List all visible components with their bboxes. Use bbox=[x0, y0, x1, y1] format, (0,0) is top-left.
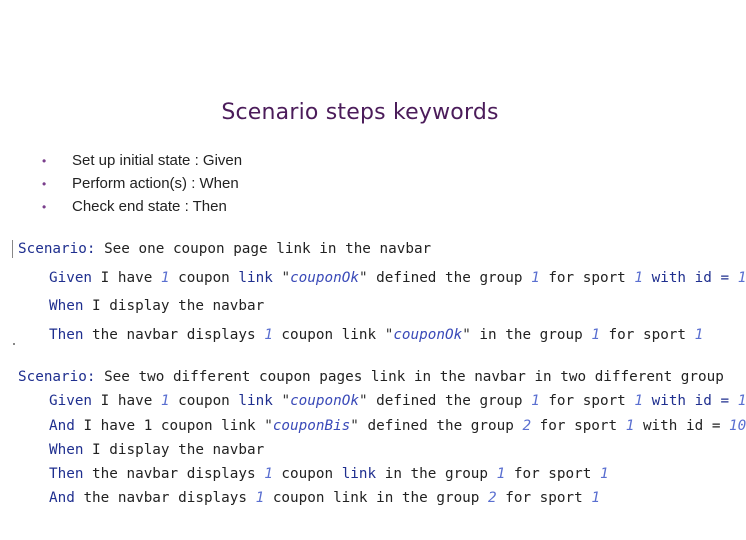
step-text: the navbar displays bbox=[92, 466, 256, 483]
step-number: 1 bbox=[694, 326, 704, 343]
bullet-text: Check end state : Then bbox=[72, 198, 227, 215]
bullet-text: Set up initial state : Given bbox=[72, 152, 243, 169]
given-step bbox=[18, 264, 746, 293]
step-text: for sport bbox=[608, 326, 687, 343]
step-keyword: When bbox=[49, 298, 84, 314]
step-text: for sport bbox=[539, 417, 618, 434]
step-number: 2 bbox=[522, 417, 532, 434]
bullet-text: Perform action(s) : When bbox=[72, 175, 239, 192]
step-number: 1 bbox=[634, 393, 643, 410]
step-number: 1 bbox=[737, 393, 746, 410]
step-text: coupon bbox=[178, 393, 230, 410]
step-keyword: link bbox=[238, 393, 273, 410]
step-keyword: Then bbox=[49, 466, 84, 483]
scenario-line bbox=[18, 235, 746, 264]
step-text: defined the group bbox=[376, 269, 523, 286]
step-text: I display the navbar bbox=[92, 298, 265, 314]
step-text: for sport bbox=[548, 269, 626, 286]
scenario-line bbox=[18, 365, 746, 389]
step-number: 2 bbox=[488, 490, 497, 507]
step-keyword: When bbox=[49, 441, 84, 458]
scenario-keyword: Scenario: bbox=[18, 241, 96, 257]
step-keyword: Then bbox=[49, 326, 84, 343]
step-text: I display the navbar bbox=[92, 441, 265, 458]
step-text: I have bbox=[100, 393, 153, 410]
step-number: 1 bbox=[625, 417, 635, 434]
scenario-2-block bbox=[18, 365, 746, 511]
step-text: with id = bbox=[642, 417, 721, 434]
step-string: "couponOk" bbox=[281, 269, 368, 286]
step-text: the navbar displays bbox=[92, 326, 256, 343]
step-text: for sport bbox=[513, 466, 592, 483]
stray-mark bbox=[13, 343, 15, 345]
and-step bbox=[18, 486, 746, 510]
step-text: coupon link in the group bbox=[272, 490, 480, 507]
step-keyword: And bbox=[49, 417, 75, 434]
step-number: 1 bbox=[160, 393, 170, 410]
step-text: defined the group bbox=[367, 417, 514, 434]
step-text: coupon link bbox=[281, 326, 377, 343]
step-text: in the group bbox=[479, 326, 583, 343]
scenario-title: See two different coupon pages link in the navbar in two different group bbox=[104, 369, 724, 385]
given-step bbox=[18, 389, 746, 413]
step-number: 1 bbox=[531, 269, 540, 286]
step-keyword: with id = bbox=[651, 393, 730, 410]
step-string: "couponOk" bbox=[281, 393, 368, 410]
step-text: defined the group bbox=[376, 393, 523, 410]
when-step bbox=[18, 292, 746, 321]
step-keyword: with id = bbox=[651, 269, 730, 286]
step-text: for sport bbox=[548, 393, 626, 410]
step-text: I have 1 coupon link bbox=[83, 417, 256, 434]
step-text: in the group bbox=[384, 466, 489, 483]
step-keyword: link bbox=[341, 466, 377, 483]
scenario-keyword: Scenario: bbox=[18, 369, 96, 385]
and-step bbox=[18, 414, 746, 438]
step-number: 1 bbox=[264, 326, 273, 343]
when-step bbox=[18, 438, 746, 462]
step-keyword: Given bbox=[49, 393, 93, 410]
step-number: 1 bbox=[160, 269, 170, 286]
bullet-item bbox=[42, 195, 242, 218]
keyword-bullet-list bbox=[42, 149, 242, 218]
step-number: 1 bbox=[264, 466, 273, 483]
slide-title: Scenario steps keywords bbox=[221, 100, 499, 125]
step-text: coupon bbox=[178, 269, 230, 286]
step-text: for sport bbox=[505, 490, 583, 507]
step-number: 1 bbox=[255, 490, 265, 507]
bullet-item bbox=[42, 149, 242, 172]
bullet-dot-icon: • bbox=[42, 200, 47, 214]
step-text: I have bbox=[100, 269, 153, 286]
scenario-title: See one coupon page link in the navbar bbox=[104, 241, 432, 257]
step-number: 1 bbox=[591, 490, 600, 507]
step-number: 1 bbox=[634, 269, 643, 286]
step-number: 10 bbox=[729, 417, 746, 434]
bullet-dot-icon: • bbox=[42, 177, 47, 191]
scenario-1-block bbox=[18, 235, 746, 349]
text-cursor-mark bbox=[12, 240, 13, 258]
step-number: 1 bbox=[591, 326, 600, 343]
step-number: 1 bbox=[737, 269, 746, 286]
bullet-dot-icon: • bbox=[42, 154, 47, 168]
then-step bbox=[18, 321, 746, 350]
step-keyword: And bbox=[49, 490, 75, 507]
step-keyword: Given bbox=[49, 269, 93, 286]
step-string: "couponBis" bbox=[264, 417, 359, 434]
then-step bbox=[18, 462, 746, 486]
step-number: 1 bbox=[531, 393, 540, 410]
step-keyword: link bbox=[238, 269, 273, 286]
step-number: 1 bbox=[599, 466, 609, 483]
step-string: "couponOk" bbox=[384, 326, 471, 343]
step-number: 1 bbox=[496, 466, 506, 483]
step-text: the navbar displays bbox=[83, 490, 247, 507]
bullet-item bbox=[42, 172, 242, 195]
step-text: coupon bbox=[281, 466, 334, 483]
